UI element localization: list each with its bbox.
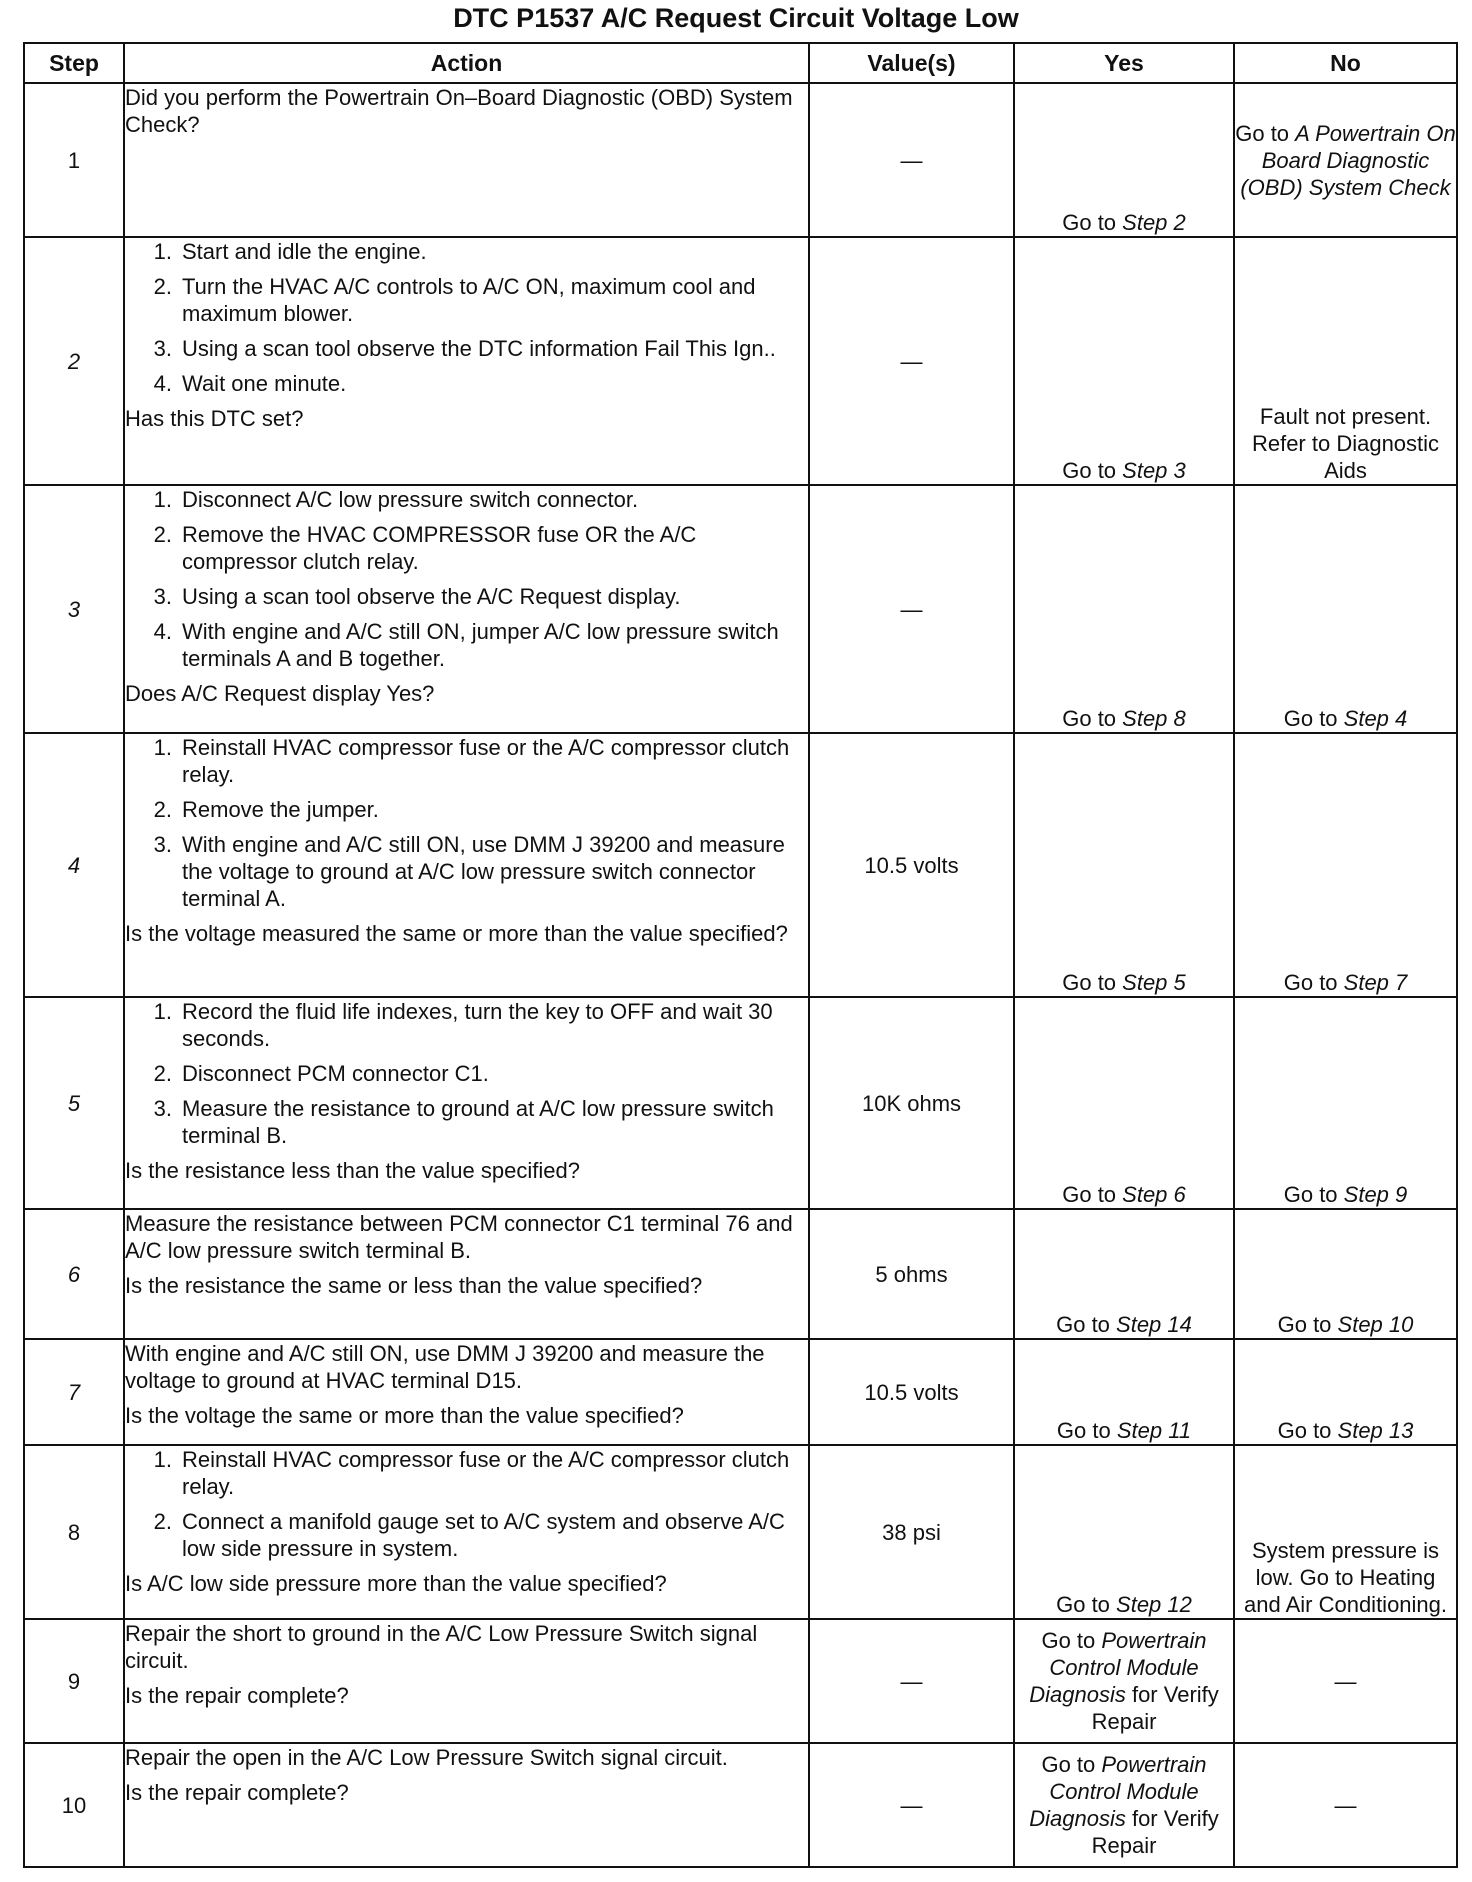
no-cell: Go to Step 13 [1234, 1339, 1457, 1445]
action-list [125, 734, 808, 912]
step-link[interactable]: Step 7 [1343, 970, 1408, 995]
yes-cell: Go to Step 3 [1014, 237, 1234, 485]
step-number: 2 [24, 237, 124, 485]
action-list [125, 998, 808, 1149]
list-item: 2. Remove the HVAC COMPRESSOR fuse OR the A/C compressor clutch relay. [153, 522, 697, 574]
yes-cell: Go to Step 5 [1014, 733, 1234, 997]
step-link[interactable]: Step 14 [1116, 1312, 1192, 1337]
action-text: Did you perform the Powertrain On–Board Diagnostic (OBD) System Check? [125, 85, 793, 137]
no-cell: Go to A Powertrain On Board Diagnostic (OBD) System Check [1234, 83, 1457, 237]
step-number: 4 [24, 733, 124, 997]
list-item: 3. Using a scan tool observe the DTC information Fail This Ign.. [153, 336, 776, 361]
step-number: 7 [24, 1339, 124, 1445]
list-item: 3. Measure the resistance to ground at A/C low pressure switch terminal B. [153, 1096, 774, 1148]
yes-cell: Go to Step 12 [1014, 1445, 1234, 1619]
action-cell [124, 1209, 809, 1339]
value-cell: — [809, 485, 1014, 733]
action-text: Measure the resistance between PCM connector C1 terminal 76 and A/C low pressure switch terminal B. [125, 1211, 793, 1263]
action-question: Is the resistance the same or less than the value specified? [125, 1273, 703, 1298]
action-cell [124, 237, 809, 485]
value-cell: 38 psi [809, 1445, 1014, 1619]
step-link[interactable]: Step 11 [1116, 1418, 1192, 1443]
table-row [24, 1619, 1457, 1743]
step-link[interactable]: Step 12 [1116, 1592, 1192, 1617]
value-cell: — [809, 1743, 1014, 1867]
list-item: 2. Connect a manifold gauge set to A/C system and observe A/C low side pressure in system. [153, 1509, 785, 1561]
no-cell: Go to Step 9 [1234, 997, 1457, 1209]
pcm-diagnosis-link[interactable]: Powertrain Control Module Diagnosis [1029, 1628, 1207, 1707]
obd-check-link[interactable]: A Powertrain On Board Diagnostic (OBD) System Check [1240, 120, 1456, 200]
yes-cell: Go to Step 2 [1014, 83, 1234, 237]
step-link[interactable]: Step 3 [1122, 458, 1186, 483]
step-number: 9 [24, 1619, 124, 1743]
action-cell [124, 733, 809, 997]
list-item: 1. Reinstall HVAC compressor fuse or the A/C compressor clutch relay. [153, 1447, 790, 1499]
list-item: 1. Start and idle the engine. [153, 239, 427, 264]
step-number: 5 [24, 997, 124, 1209]
diagnostic-table [23, 42, 1458, 1868]
header-no: No [1234, 43, 1457, 83]
value-cell: — [809, 237, 1014, 485]
table-row [24, 1743, 1457, 1867]
step-link[interactable]: Step 9 [1343, 1182, 1408, 1207]
action-cell [124, 485, 809, 733]
step-link[interactable]: Step 13 [1337, 1418, 1414, 1443]
value-cell: 5 ohms [809, 1209, 1014, 1339]
action-question: Has this DTC set? [125, 406, 304, 431]
table-row [24, 83, 1457, 237]
action-text: Repair the short to ground in the A/C Low Pressure Switch signal circuit. [125, 1621, 758, 1673]
table-row [24, 1339, 1457, 1445]
action-cell [124, 1619, 809, 1743]
step-link[interactable]: Step 6 [1122, 1182, 1186, 1207]
list-item: 3. Using a scan tool observe the A/C Request display. [153, 584, 681, 609]
header-row [24, 43, 1457, 83]
step-link[interactable]: Step 8 [1122, 706, 1186, 731]
no-cell: Fault not present. Refer to Diagnostic Aids [1234, 237, 1457, 485]
step-number: 6 [24, 1209, 124, 1339]
action-cell [124, 1743, 809, 1867]
step-link[interactable]: Step 10 [1337, 1312, 1414, 1337]
list-item: 1. Record the fluid life indexes, turn the key to OFF and wait 30 seconds. [153, 999, 773, 1051]
step-link[interactable]: Step 5 [1122, 970, 1186, 995]
action-question: Is A/C low side pressure more than the value specified? [125, 1571, 667, 1596]
value-cell: — [809, 1619, 1014, 1743]
yes-cell: Go to Step 11 [1014, 1339, 1234, 1445]
list-item: 3. With engine and A/C still ON, use DMM J 39200 and measure the voltage to ground at A/C low pressure switch connector terminal A. [153, 832, 785, 911]
value-cell: 10.5 volts [809, 733, 1014, 997]
action-text: Repair the open in the A/C Low Pressure Switch signal circuit. [125, 1745, 728, 1770]
step-number: 3 [24, 485, 124, 733]
pcm-diagnosis-link[interactable]: Powertrain Control Module Diagnosis [1029, 1752, 1207, 1831]
header-step: Step [24, 43, 124, 83]
yes-cell: Go to Powertrain Control Module Diagnosis for Verify Repair [1014, 1743, 1234, 1867]
table-row [24, 485, 1457, 733]
value-cell: 10.5 volts [809, 1339, 1014, 1445]
step-link[interactable]: Step 4 [1343, 706, 1408, 731]
step-number: 8 [24, 1445, 124, 1619]
action-list [125, 238, 808, 397]
action-cell [124, 83, 809, 237]
table-row [24, 1445, 1457, 1619]
list-item: 4. Wait one minute. [153, 371, 347, 396]
action-question: Is the repair complete? [125, 1683, 349, 1708]
action-cell [124, 997, 809, 1209]
no-cell: Go to Step 4 [1234, 485, 1457, 733]
no-cell: Go to Step 10 [1234, 1209, 1457, 1339]
action-question: Is the repair complete? [125, 1780, 349, 1805]
header-values: Value(s) [809, 43, 1014, 83]
step-number: 10 [24, 1743, 124, 1867]
list-item: 1. Disconnect A/C low pressure switch connector. [153, 487, 639, 512]
no-cell: — [1234, 1743, 1457, 1867]
page-title: DTC P1537 A/C Request Circuit Voltage Low [453, 3, 1019, 33]
yes-cell: Go to Step 6 [1014, 997, 1234, 1209]
yes-cell: Go to Step 8 [1014, 485, 1234, 733]
table-row [24, 733, 1457, 997]
table-row [24, 1209, 1457, 1339]
yes-cell: Go to Powertrain Control Module Diagnosis for Verify Repair [1014, 1619, 1234, 1743]
action-cell [124, 1339, 809, 1445]
no-cell: Go to Step 7 [1234, 733, 1457, 997]
action-question: Is the resistance less than the value specified? [125, 1158, 580, 1183]
action-list [125, 486, 808, 672]
list-item: 2. Turn the HVAC A/C controls to A/C ON, maximum cool and maximum blower. [153, 274, 756, 326]
list-item: 2. Remove the jumper. [153, 797, 379, 822]
action-question: Does A/C Request display Yes? [125, 681, 435, 706]
value-cell: — [809, 83, 1014, 237]
action-question: Is the voltage measured the same or more than the value specified? [125, 921, 788, 946]
no-cell: — [1234, 1619, 1457, 1743]
step-number: 1 [24, 83, 124, 237]
table-row [24, 237, 1457, 485]
list-item: 2. Disconnect PCM connector C1. [153, 1061, 489, 1086]
step-link[interactable]: Step 2 [1122, 210, 1186, 235]
list-item: 1. Reinstall HVAC compressor fuse or the A/C compressor clutch relay. [153, 735, 790, 787]
action-question: Is the voltage the same or more than the value specified? [125, 1403, 684, 1428]
action-list [125, 1446, 808, 1562]
action-text: With engine and A/C still ON, use DMM J 39200 and measure the voltage to ground at HVAC terminal D15. [125, 1341, 765, 1393]
table-row [24, 997, 1457, 1209]
value-cell: 10K ohms [809, 997, 1014, 1209]
header-yes: Yes [1014, 43, 1234, 83]
header-action: Action [124, 43, 809, 83]
no-cell: System pressure is low. Go to Heating and Air Conditioning. [1234, 1445, 1457, 1619]
action-cell [124, 1445, 809, 1619]
yes-cell: Go to Step 14 [1014, 1209, 1234, 1339]
list-item: 4. With engine and A/C still ON, jumper A/C low pressure switch terminals A and B together. [153, 619, 779, 671]
